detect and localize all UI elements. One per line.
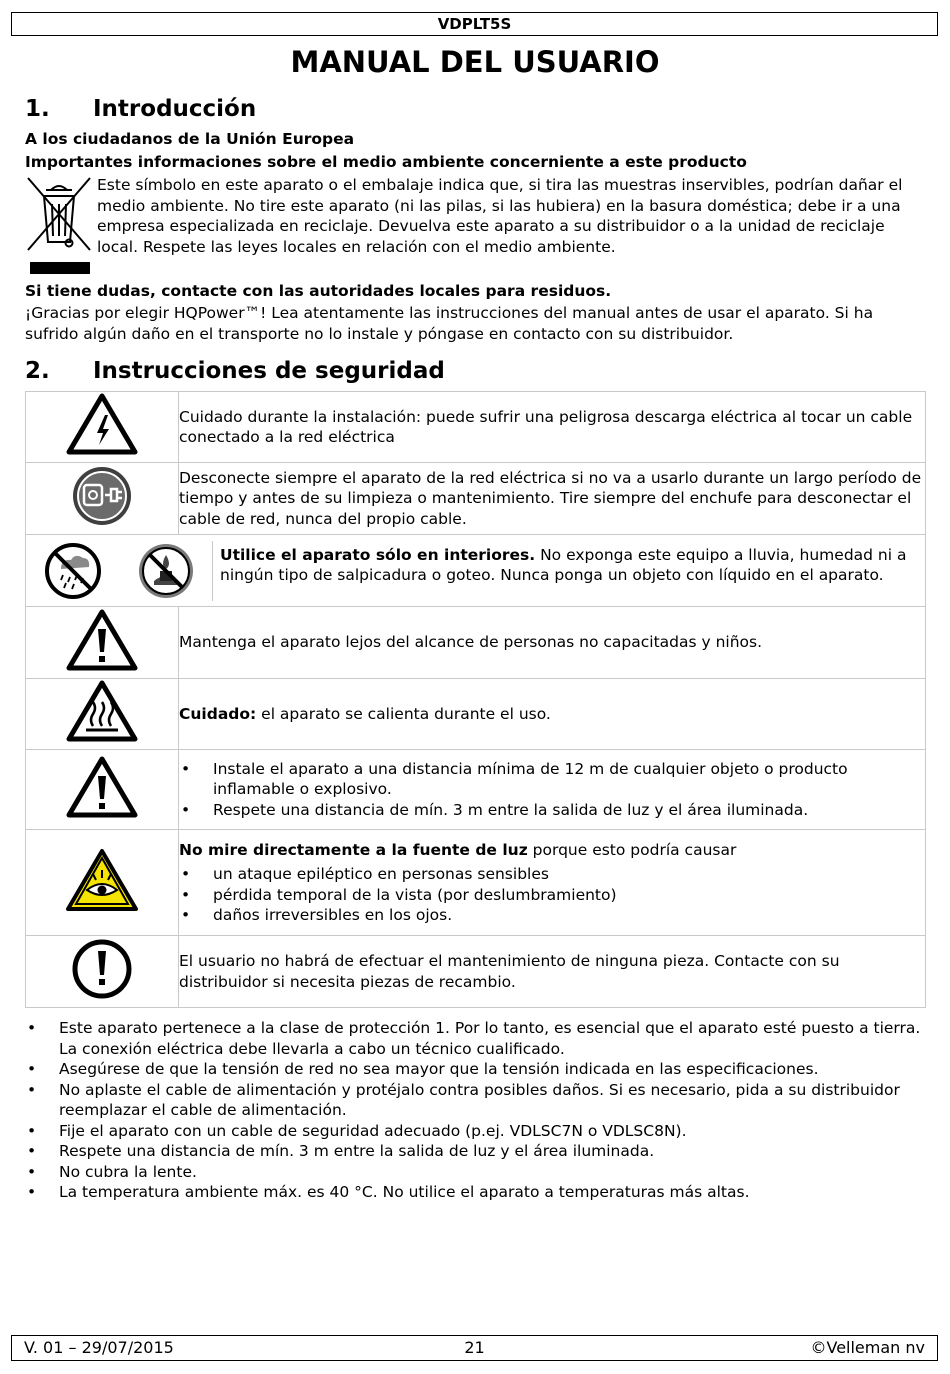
icon-cell bbox=[26, 392, 179, 463]
list-item: • Este aparato pertenece a la clase de protección 1. Por lo tanto, es esencial que el aparato esté puesto a tierra. La conexión eléctrica debe llevarla a cabo un técnico cualificado. bbox=[25, 1018, 930, 1059]
eu-heading: A los ciudadanos de la Unión Europea bbox=[25, 130, 355, 148]
text-cell bbox=[179, 830, 926, 936]
icon-cell bbox=[26, 679, 179, 750]
list-item: • un ataque epiléptico en personas sensibles bbox=[179, 864, 925, 885]
model-header: VDPLT5S bbox=[11, 12, 938, 36]
safety-table bbox=[25, 391, 926, 1008]
section-title: Introducción bbox=[93, 96, 257, 122]
body-text: porque esto podría causar bbox=[527, 840, 737, 859]
hot-surface-icon bbox=[66, 680, 138, 742]
icon-cell bbox=[26, 750, 179, 830]
table-row bbox=[26, 679, 926, 750]
split-cell bbox=[26, 535, 926, 607]
warning-icon bbox=[66, 609, 138, 671]
icon-cell bbox=[26, 463, 179, 535]
bold-lead: Cuidado: bbox=[179, 704, 257, 723]
text-cell bbox=[179, 750, 926, 830]
bold-lead: Utilice el aparato sólo en interiores. bbox=[220, 545, 536, 564]
list-item: • No aplaste el cable de alimentación y protéjalo contra posibles daños. Si es necesario, pida a su distribuidor reemplazar el cable de alimentación. bbox=[25, 1080, 930, 1121]
icon-cell bbox=[26, 541, 213, 601]
table-row bbox=[26, 463, 926, 535]
text-cell: Cuidado durante la instalación: puede sufrir una peligrosa descarga eléctrica al tocar un cable conectado a la red eléctrica bbox=[179, 392, 926, 463]
environment-heading: Importantes informaciones sobre el medio ambiente concerniente a este producto bbox=[25, 153, 747, 171]
thanks-paragraph: ¡Gracias por elegir HQPower™! Lea atentamente las instrucciones del manual antes de usar el aparato. Si ha sufrido algún daño en el transporte no lo instale y póngase en contacto con su distribuidor. bbox=[25, 304, 874, 343]
list-item: • Asegúrese de que la tensión de red no sea mayor que la tensión indicada en las especificaciones. bbox=[25, 1059, 930, 1080]
section-heading-introduccion bbox=[25, 95, 256, 123]
icon-cell bbox=[26, 830, 179, 936]
text-cell bbox=[179, 679, 926, 750]
bullet-list bbox=[179, 759, 925, 821]
doubts-line: Si tiene dudas, contacte con las autoridades locales para residuos. bbox=[25, 282, 612, 300]
list-item: • Respete una distancia de mín. 3 m entre la salida de luz y el área iluminada. bbox=[179, 800, 925, 821]
section-number: 1. bbox=[25, 96, 50, 122]
text-cell bbox=[213, 541, 925, 601]
table-row bbox=[26, 830, 926, 936]
icon-cell bbox=[26, 607, 179, 679]
list-item: • La temperatura ambiente máx. es 40 °C. No utilice el aparato a temperaturas más altas. bbox=[25, 1182, 930, 1203]
version-date: V. 01 – 29/07/2015 bbox=[24, 1338, 174, 1357]
no-liquid-icon bbox=[136, 541, 196, 601]
eye-hazard-icon bbox=[65, 848, 139, 912]
table-row bbox=[26, 392, 926, 463]
list-item: • pérdida temporal de la vista (por deslumbramiento) bbox=[179, 885, 925, 906]
weee-paragraph: Este símbolo en este aparato o el embalaje indica que, si tira las muestras inservibles, podrían dañar el medio ambiente. No tire este aparato (ni las pilas, si las hubiera) en la basura doméstica; debe ir a una empresa especializada en reciclaje. Devuelva este aparato a su distribuidor o a la unidad de reciclaje local. Respete las leyes locales en relación con el medio ambiente. bbox=[97, 176, 903, 256]
bullet-list bbox=[179, 864, 925, 926]
body-text: el aparato se calienta durante el uso. bbox=[256, 704, 551, 723]
table-row bbox=[26, 607, 926, 679]
warning-icon bbox=[66, 756, 138, 818]
text-cell: El usuario no habrá de efectuar el mantenimiento de ninguna pieza. Contacte con su distribuidor si necesita piezas de recambio. bbox=[179, 936, 926, 1008]
section-heading-seguridad bbox=[25, 357, 445, 385]
table-row bbox=[26, 535, 926, 607]
copyright: ©Velleman nv bbox=[810, 1338, 925, 1357]
list-item: • Fije el aparato con un cable de seguridad adecuado (p.ej. VDLSC7N o VDLSC8N). bbox=[25, 1121, 930, 1142]
list-item: • Respete una distancia de mín. 3 m entre la salida de luz y el área iluminada. bbox=[25, 1141, 930, 1162]
section-number: 2. bbox=[25, 358, 50, 384]
eye-warning-lead bbox=[179, 840, 925, 861]
body-text: No exponga este equipo a lluvia, humedad ni a ningún tipo de salpicadura o goteo. Nunca ponga un objeto con líquido en el aparato. bbox=[220, 545, 907, 584]
weee-crossed-bin-icon bbox=[25, 176, 93, 276]
page-number: 21 bbox=[464, 1338, 485, 1357]
icon-cell bbox=[26, 936, 179, 1008]
table-row bbox=[26, 936, 926, 1008]
list-item: • daños irreversibles en los ojos. bbox=[179, 905, 925, 926]
page-footer bbox=[11, 1335, 938, 1361]
list-item: • No cubra la lente. bbox=[25, 1162, 930, 1183]
page-title: MANUAL DEL USUARIO bbox=[290, 45, 660, 79]
list-item: • Instale el aparato a una distancia mínima de 12 m de cualquier objeto o producto inflamable o explosivo. bbox=[179, 759, 925, 800]
table-row bbox=[26, 750, 926, 830]
unplug-icon bbox=[71, 465, 133, 527]
section-title: Instrucciones de seguridad bbox=[93, 358, 445, 384]
text-cell: Mantenga el aparato lejos del alcance de personas no capacitadas y niños. bbox=[179, 607, 926, 679]
bold-lead: No mire directamente a la fuente de luz bbox=[179, 840, 528, 859]
electric-hazard-icon bbox=[66, 393, 138, 455]
safety-bullet-list bbox=[25, 1018, 930, 1203]
no-rain-icon bbox=[43, 541, 103, 601]
mandatory-attention-icon bbox=[71, 938, 133, 1000]
text-cell: Desconecte siempre el aparato de la red eléctrica si no va a usarlo durante un largo período de tiempo y antes de su limpieza o mantenimiento. Tire siempre del enchufe para desconectar el cable de red, nunca del propio cable. bbox=[179, 463, 926, 535]
